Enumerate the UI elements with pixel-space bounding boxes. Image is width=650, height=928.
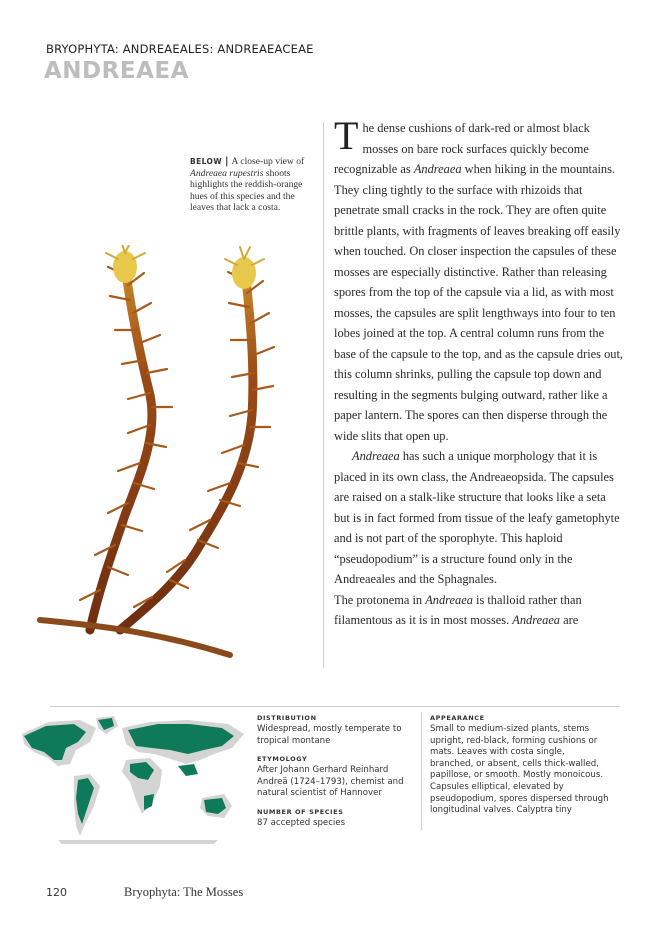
p1-rest: when hiking in the mountains. They cling tightly to the surface with rhizoids that penetrate small cracks in the rock. They are often quite brittle plants, with fragments of leaves breaking off easily when touched. On closer inspection the capsules of these mosses are especially distinctive. Rather than releasing spores from the top of the capsule via a lid, as with most mosses, the capsules are split lengthways into four to ten lobes joined at the top. A central column runs from the base of the capsule to the top, and as the capsule dries out, this column shrinks, pulling the capsule top down and resulting in the segments bulging outward, rather like a paper lantern. The spores can then disperse through the wide slits that open up. bbox=[334, 162, 624, 443]
caption-lead: BELOW bbox=[190, 157, 222, 166]
appearance-block bbox=[430, 714, 610, 817]
taxonomy-line: BRYOPHYTA: ANDREAEALES: ANDREAEACEAE bbox=[46, 42, 314, 56]
etymology-block bbox=[257, 755, 407, 800]
p3-end: are bbox=[560, 613, 579, 627]
moss-shoots-illustration bbox=[30, 245, 320, 680]
distribution-heading: DISTRIBUTION bbox=[257, 714, 317, 722]
p3-start: The protonema in bbox=[334, 592, 426, 607]
species-value: 87 accepted species bbox=[257, 818, 346, 828]
page-number: 120 bbox=[46, 886, 67, 899]
genus-title: ANDREAEA bbox=[44, 58, 189, 84]
p3-genus: Andreaea bbox=[425, 592, 473, 607]
fact-divider bbox=[421, 712, 422, 830]
section-divider bbox=[50, 706, 620, 707]
species-block bbox=[257, 808, 407, 830]
p2-text: has such a unique morphology that it is placed in its own class, the Andreaeopsida. The capsules are raised on a stalk-like structure that looks like a seta but is in fact formed from tissue of the leafy gametophyte and is not part of the sporophyte. This haploid “pseudopodium” is a structure found only in the Andreaeales and the Sphagnales. bbox=[334, 449, 620, 586]
p2-genus: Andreaea bbox=[352, 449, 400, 463]
distribution-block bbox=[257, 714, 407, 747]
caption-text-1: A close-up view of bbox=[231, 156, 305, 167]
world-distribution-map bbox=[18, 714, 250, 844]
distribution-value: Widespread, mostly temperate to tropical montane bbox=[257, 724, 402, 746]
etymology-value: After Johann Gerhard Reinhard Andreä (1724–1793), chemist and natural scientist of Hannover bbox=[257, 765, 404, 799]
paragraph-1 bbox=[334, 113, 624, 446]
p3-genus-2: Andreaea bbox=[512, 613, 561, 627]
drop-cap: T bbox=[334, 113, 359, 158]
caption-species: Andreaea rupestris bbox=[190, 167, 264, 179]
species-heading: NUMBER OF SPECIES bbox=[257, 808, 344, 816]
caption-text-2: shoots highlights the reddish-orange hues of this species and the leaves that lack a costa. bbox=[190, 167, 303, 214]
appearance-heading: APPEARANCE bbox=[430, 714, 485, 722]
paragraph-2 bbox=[334, 446, 624, 590]
column-divider bbox=[323, 122, 324, 668]
etymology-heading: ETYMOLOGY bbox=[257, 755, 308, 763]
p1-text: he dense cushions of dark-red or almost black mosses on bare rock surfaces quickly become recognizable as bbox=[334, 121, 590, 176]
p3-mid: is thalloid rather than filamentous as it is in most mosses. bbox=[334, 592, 582, 627]
photo-caption bbox=[190, 156, 318, 214]
caption-divider: | bbox=[225, 156, 229, 167]
running-footer: Bryophyta: The Mosses bbox=[124, 885, 244, 899]
main-text bbox=[334, 113, 624, 631]
paragraph-3 bbox=[334, 590, 624, 631]
appearance-value: Small to medium-sized plants, stems upright, red-black, forming cushions or mats. Leaves with costa single, branched, or absent, cells thick-walled, papillose, or smooth. Mostly monoicous. Capsules elliptical, elevated by pseudopodium, spores dispersed through longitudinal valves. Calyptra tiny bbox=[430, 724, 609, 816]
p1-genus: Andreaea bbox=[413, 162, 462, 176]
